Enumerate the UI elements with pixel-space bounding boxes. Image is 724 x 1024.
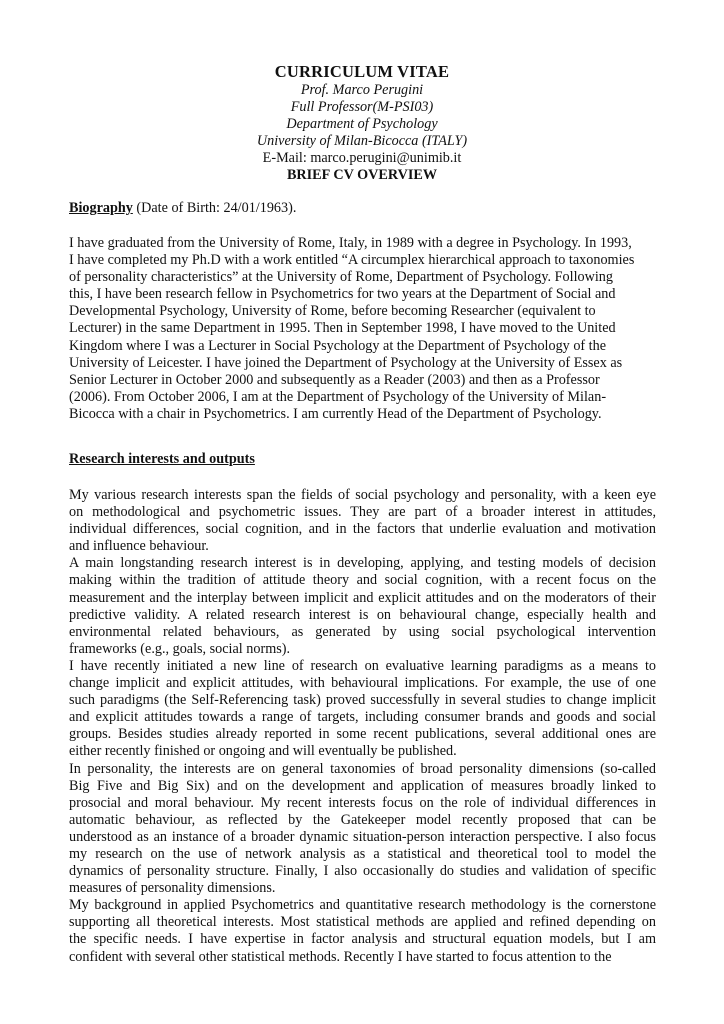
research-heading-line [69,451,255,468]
text-line: Kingdom where I was a Lecturer in Social Psychology at the Department of Psychology of the [69,337,607,354]
biography-heading: Biography [69,200,133,216]
text-line: making within the tradition of attitude theory and social cognition, with a recent focus on the [69,572,656,589]
text-line: Senior Lecturer in October 2000 and subsequently as a Reader (2003) and then as a Professor [69,371,600,388]
text-line: dynamics of personality structure. Finally, I also occasionally do studies and validation of specific [69,863,656,880]
author-department: Department of Psychology [286,116,438,132]
text-line: understood as an instance of a broader dynamic situation-person interaction perspective. I also focus [69,828,656,845]
text-line: prosocial and moral behaviour. My recent interests focus on the role of individual differences in [69,794,656,811]
biography-heading-line [69,200,296,217]
text-line: confident with several other statistical methods. Recently I have started to focus attention to the [69,948,612,965]
text-line: My various research interests span the fields of social psychology and personality, with a keen eye [69,487,656,503]
text-line: In personality, the interests are on general taxonomies of broad personality dimensions (so-called [69,760,656,777]
text-line: Bicocca with a chair in Psychometrics. I am currently Head of the Department of Psychology. [69,405,602,422]
text-line: of personality characteristics” at the University of Rome, Department of Psychology. Following [69,269,613,286]
author-position: Full Professor(M-PSI03) [290,99,434,115]
text-line: change implicit and explicit attitudes, with behavioural implications. For example, the use of one [69,675,656,692]
text-line: on methodological and psychometric issues. They are part of a broader interest in attitudes, [69,504,656,521]
text-line: I have recently initiated a new line of research on evaluative learning paradigms as a means to [69,657,656,674]
text-line: this, I have been research fellow in Psychometrics for two years at the Department of Social and [69,286,616,303]
text-line: measurement and the interplay between implicit and explicit attitudes and on the moderators of their [69,589,656,606]
research-paragraph [69,487,656,966]
text-line: measures of personality dimensions. [69,880,276,897]
text-line: environmental related behaviours, as generated by using social psychological intervention [69,623,656,640]
text-line: such paradigms (the Self-Referencing task) proved successfully in several studies to change implicit [69,692,656,709]
text-line: and influence behaviour. [69,538,209,555]
text-line: Developmental Psychology, University of Rome, before becoming Researcher (equivalent to [69,303,596,320]
text-line: automatic behaviour, as reflected by the Gatekeeper model recently proposed that can be [69,811,656,828]
date-of-birth: (Date of Birth: 24/01/1963). [132,200,297,216]
text-line: A main longstanding research interest is in developing, applying, and testing models of decision [69,555,656,572]
text-line: Big Five and Big Six) and on the development and application of measures broadly linked to [69,777,656,794]
text-line: I have graduated from the University of Rome, Italy, in 1989 with a degree in Psychology. In 1993, [69,235,632,251]
text-line: I have completed my Ph.D with a work entitled “A circumplex hierarchical approach to taxonomies [69,252,635,269]
research-heading: Research interests and outputs [69,451,255,467]
text-line: supporting all theoretical interests. Most statistical methods are applied and refined depending on [69,914,656,931]
text-line: either recently finished or ongoing and will eventually be published. [69,743,457,760]
overview-heading: BRIEF CV OVERVIEW [286,167,438,183]
text-line: Lecturer) in the same Department in 1995. Then in September 1998, I have moved to the United [69,320,616,337]
text-line: University of Leicester. I have joined the Department of Psychology at the University of Essex as [69,354,623,371]
text-line: individual differences, social cognition, and in the factors that underlie evaluation and motivation [69,521,656,538]
text-line: my research on the use of network analysis as a statistical and theoretical tool to model the [69,845,656,862]
author-university: University of Milan-Bicocca (ITALY) [256,133,468,149]
text-line: frameworks (e.g., goals, social norms). [69,640,291,657]
document-title: CURRICULUM VITAE [274,62,450,81]
text-line: predictive validity. A related research interest is on behavioural change, especially health and [69,606,656,623]
author-name: Prof. Marco Perugini [300,82,424,98]
text-line: (2006). From October 2006, I am at the Department of Psychology of the University of Milan- [69,388,607,405]
text-line: My background in applied Psychometrics and quantitative research methodology is the cornerstone [69,897,656,914]
biography-paragraph [69,235,656,423]
text-line: groups. Besides studies already reported in some recent publications, several additional ones are [69,726,656,743]
cv-header [0,62,724,184]
text-line: the specific needs. I have expertise in factor analysis and structural equation models, but I am [69,931,656,948]
author-email: E-Mail: marco.perugini@unimib.it [262,150,462,166]
text-line: and explicit attitudes towards a range of targets, including consumer brands and goods and social [69,709,656,726]
